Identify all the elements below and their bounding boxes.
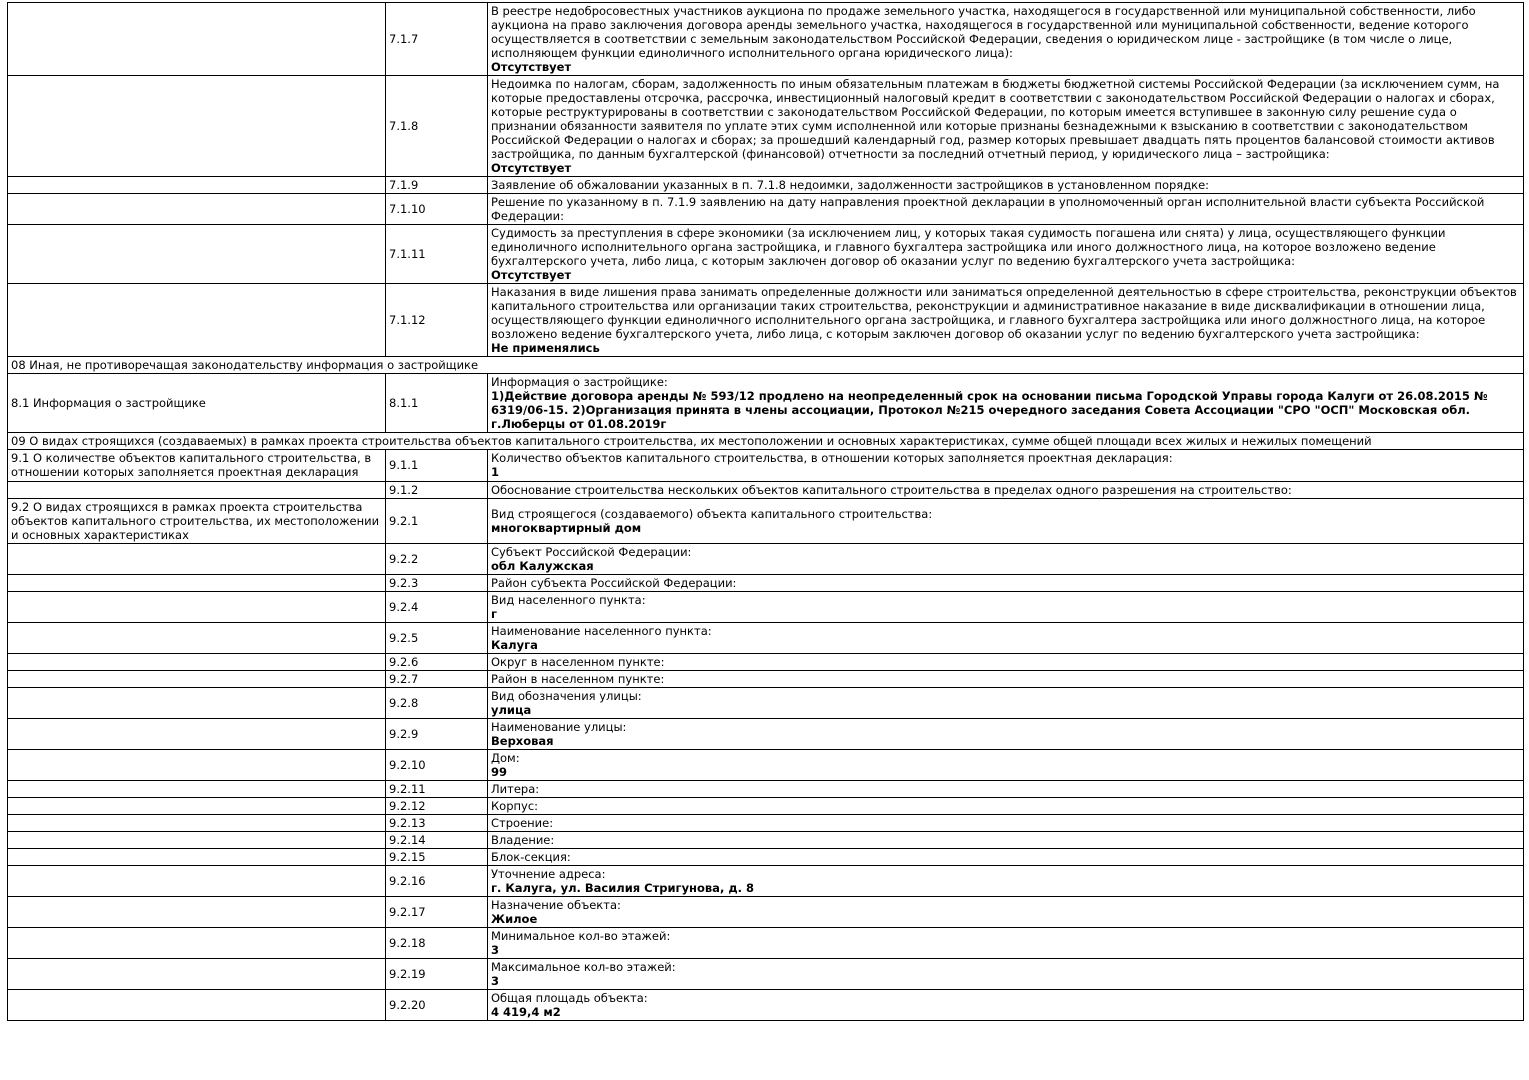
item-value: Калуга bbox=[491, 637, 538, 652]
item-value: 3 bbox=[491, 942, 500, 957]
table-row bbox=[8, 831, 1524, 848]
table-row bbox=[8, 450, 1524, 481]
item-content-cell bbox=[488, 797, 1524, 814]
item-label: Вид обозначения улицы: bbox=[491, 688, 642, 703]
declaration-table-body bbox=[8, 3, 1524, 1021]
item-value: улица bbox=[491, 702, 532, 717]
item-code-cell: 7.1.10 bbox=[386, 194, 488, 225]
section-label-cell bbox=[8, 543, 386, 574]
table-row bbox=[8, 848, 1524, 865]
section-header-title: 08 Иная, не противоречащая законодательству информация о застройщике bbox=[8, 357, 1524, 374]
table-row bbox=[8, 718, 1524, 749]
item-value: Верховая bbox=[491, 733, 554, 748]
item-label: Максимальное кол-во этажей: bbox=[491, 959, 676, 974]
item-value: Отсутствует bbox=[491, 161, 572, 176]
item-code-cell: 8.1.1 bbox=[386, 374, 488, 433]
item-content-cell bbox=[488, 749, 1524, 780]
item-value: г. Калуга, ул. Василия Стригунова, д. 8 bbox=[491, 880, 754, 895]
section-label-cell bbox=[8, 848, 386, 865]
section-label-cell bbox=[8, 76, 386, 177]
item-content-cell bbox=[488, 481, 1524, 498]
item-label: Строение: bbox=[491, 815, 554, 830]
item-value: 1 bbox=[491, 465, 500, 480]
item-code-cell: 9.2.19 bbox=[386, 958, 488, 989]
section-header-row bbox=[8, 433, 1524, 450]
item-label: Информация о застройщике: bbox=[491, 375, 668, 390]
section-label-cell bbox=[8, 814, 386, 831]
item-code-cell: 7.1.8 bbox=[386, 76, 488, 177]
table-row bbox=[8, 543, 1524, 574]
item-content-cell bbox=[488, 225, 1524, 284]
item-code-cell: 7.1.11 bbox=[386, 225, 488, 284]
section-label-cell bbox=[8, 831, 386, 848]
item-code-cell: 9.2.3 bbox=[386, 574, 488, 591]
item-content-cell bbox=[488, 543, 1524, 574]
item-label: Район субъекта Российской Федерации: bbox=[491, 575, 737, 590]
table-row bbox=[8, 865, 1524, 896]
section-label-cell bbox=[8, 622, 386, 653]
item-label: Округ в населенном пункте: bbox=[491, 654, 665, 669]
item-content-cell bbox=[488, 865, 1524, 896]
item-label: Решение по указанному в п. 7.1.9 заявлению на дату направления проектной декларации в уполномоченный орган исполнительной власти субъекта Российской Федерации: bbox=[491, 195, 1485, 224]
item-code-cell: 7.1.12 bbox=[386, 284, 488, 357]
item-value: 3 bbox=[491, 973, 500, 988]
item-content-cell bbox=[488, 958, 1524, 989]
item-value: Жилое bbox=[491, 911, 538, 926]
item-code-cell: 9.2.9 bbox=[386, 718, 488, 749]
item-label: Назначение объекта: bbox=[491, 897, 621, 912]
item-label: Вид строящегося (создаваемого) объекта капитального строительства: bbox=[491, 506, 933, 521]
item-content-cell bbox=[488, 990, 1524, 1021]
section-label-cell bbox=[8, 177, 386, 194]
section-label-cell bbox=[8, 865, 386, 896]
item-code-cell: 9.2.18 bbox=[386, 927, 488, 958]
table-row bbox=[8, 687, 1524, 718]
item-content-cell bbox=[488, 718, 1524, 749]
table-row bbox=[8, 814, 1524, 831]
section-label-cell: 9.2 О видах строящихся в рамках проекта строительства объектов капитального строительства, их местоположении и основных характеристиках bbox=[8, 498, 386, 543]
section-label-cell bbox=[8, 284, 386, 357]
item-value: Отсутствует bbox=[491, 60, 572, 75]
table-row bbox=[8, 653, 1524, 670]
item-code-cell: 9.2.14 bbox=[386, 831, 488, 848]
item-label: Субъект Российской Федерации: bbox=[491, 544, 692, 559]
item-code-cell: 9.2.7 bbox=[386, 670, 488, 687]
page bbox=[0, 2, 1529, 1080]
item-label: Уточнение адреса: bbox=[491, 866, 606, 881]
declaration-table bbox=[7, 2, 1524, 1021]
item-code-cell: 9.2.20 bbox=[386, 990, 488, 1021]
item-content-cell bbox=[488, 374, 1524, 433]
item-value: 4 419,4 м2 bbox=[491, 1005, 561, 1020]
item-content-cell bbox=[488, 498, 1524, 543]
section-label-cell bbox=[8, 990, 386, 1021]
section-label-cell bbox=[8, 927, 386, 958]
item-code-cell: 9.2.16 bbox=[386, 865, 488, 896]
table-row bbox=[8, 749, 1524, 780]
section-label-cell bbox=[8, 653, 386, 670]
item-content-cell bbox=[488, 574, 1524, 591]
item-content-cell bbox=[488, 76, 1524, 177]
section-label-cell bbox=[8, 225, 386, 284]
item-code-cell: 9.2.11 bbox=[386, 780, 488, 797]
section-label-cell bbox=[8, 670, 386, 687]
section-label-cell bbox=[8, 3, 386, 76]
item-code-cell: 9.2.4 bbox=[386, 591, 488, 622]
table-row bbox=[8, 958, 1524, 989]
item-code-cell: 9.2.6 bbox=[386, 653, 488, 670]
table-row bbox=[8, 574, 1524, 591]
section-label-cell bbox=[8, 896, 386, 927]
table-row bbox=[8, 177, 1524, 194]
section-label-cell bbox=[8, 481, 386, 498]
item-label: Владение: bbox=[491, 832, 555, 847]
item-content-cell bbox=[488, 284, 1524, 357]
item-code-cell: 9.2.1 bbox=[386, 498, 488, 543]
item-content-cell bbox=[488, 177, 1524, 194]
item-content-cell bbox=[488, 670, 1524, 687]
item-value: обл Калужская bbox=[491, 558, 594, 573]
item-label: Заявление об обжаловании указанных в п. 7.1.8 недоимки, задолженности застройщиков в установленном порядке: bbox=[491, 178, 1210, 193]
item-code-cell: 9.2.5 bbox=[386, 622, 488, 653]
item-content-cell bbox=[488, 927, 1524, 958]
item-label: Недоимка по налогам, сборам, задолженность по иным обязательным платежам в бюджеты бюджетной системы Российской Федерации (за исключением сумм, на которые предоставлены отсрочка, рассрочка, инвестиционный налоговый кредит в соответствии с законодательством Российской Федерации о налогах и сборах, которые реструктурированы в соответствии с законодательством Российской Федерации, по которым имеется вступившее в законную силу решение суда о признании обязанности заявителя по уплате этих сумм исполненной или которые признаны безнадежными к взысканию в соответствии с законодательством Российской Федерации о налогах и сборах; за прошедший календарный год, размер которых превышает двадцать пять процентов балансовой стоимости активов застройщика, по данным бухгалтерской (финансовой) отчетности за последний отчетный период, у юридического лица – застройщика: bbox=[491, 77, 1500, 162]
item-value: Отсутствует bbox=[491, 268, 572, 283]
table-row bbox=[8, 194, 1524, 225]
section-label-cell bbox=[8, 591, 386, 622]
item-code-cell: 9.2.13 bbox=[386, 814, 488, 831]
table-row bbox=[8, 797, 1524, 814]
table-row bbox=[8, 622, 1524, 653]
item-code-cell: 9.2.17 bbox=[386, 896, 488, 927]
section-label-cell bbox=[8, 574, 386, 591]
table-row bbox=[8, 3, 1524, 76]
section-label-cell bbox=[8, 194, 386, 225]
item-label: Минимальное кол-во этажей: bbox=[491, 928, 671, 943]
item-content-cell bbox=[488, 591, 1524, 622]
item-label: Судимость за преступления в сфере экономики (за исключением лиц, у которых такая судимость погашена или снята) у лица, осуществляющего функции единоличного исполнительного органа застройщика, и главного бухгалтера застройщика или иного должностного лица, на которое возложено ведение бухгалтерского учета, либо лица, с которым заключен договор об оказании услуг по ведению бухгалтерского учета застройщика: bbox=[491, 226, 1446, 269]
section-label-cell bbox=[8, 797, 386, 814]
item-code-cell: 9.1.1 bbox=[386, 450, 488, 481]
item-code-cell: 9.2.15 bbox=[386, 848, 488, 865]
item-value: 1)Действие договора аренды № 593/12 продлено на неопределенный срок на основании письма Городской Управы города Калуги от 26.08.2015 № 6319/06-15. 2)Организация принята в члены ассоциации, Протокол №215 очередного заседания Совета Ассоциации "СРО "ОСП" Московская обл. г.Люберцы от 01.08.2019г bbox=[491, 389, 1488, 432]
item-content-cell bbox=[488, 780, 1524, 797]
item-value: Не применялись bbox=[491, 341, 600, 356]
item-content-cell bbox=[488, 622, 1524, 653]
item-content-cell bbox=[488, 814, 1524, 831]
section-label-cell bbox=[8, 958, 386, 989]
item-code-cell: 9.1.2 bbox=[386, 481, 488, 498]
item-label: Блок-секция: bbox=[491, 849, 571, 864]
item-code-cell: 9.2.8 bbox=[386, 687, 488, 718]
item-label: Количество объектов капитального строительства, в отношении которых заполняется проектная декларация: bbox=[491, 451, 1173, 466]
item-label: Дом: bbox=[491, 750, 520, 765]
section-label-cell bbox=[8, 718, 386, 749]
item-label: Наименование улицы: bbox=[491, 719, 627, 734]
item-content-cell bbox=[488, 3, 1524, 76]
item-label: Общая площадь объекта: bbox=[491, 991, 648, 1005]
item-content-cell bbox=[488, 831, 1524, 848]
item-label: Корпус: bbox=[491, 798, 539, 813]
section-label-cell: 9.1 О количестве объектов капитального строительства, в отношении которых заполняется проектная декларация bbox=[8, 450, 386, 481]
item-code-cell: 9.2.12 bbox=[386, 797, 488, 814]
table-row bbox=[8, 498, 1524, 543]
table-row bbox=[8, 374, 1524, 433]
item-value: г bbox=[491, 606, 498, 621]
table-row bbox=[8, 927, 1524, 958]
table-row bbox=[8, 591, 1524, 622]
item-label: Обоснование строительства нескольких объектов капитального строительства в пределах одного разрешения на строительство: bbox=[491, 482, 1292, 497]
item-label: Район в населенном пункте: bbox=[491, 671, 665, 686]
section-header-title: 09 О видах строящихся (создаваемых) в рамках проекта строительства объектов капитального строительства, их местоположении и основных характеристиках, сумме общей площади всех жилых и нежилых помещений bbox=[8, 433, 1524, 450]
table-row bbox=[8, 225, 1524, 284]
section-label-cell bbox=[8, 780, 386, 797]
item-code-cell: 9.2.2 bbox=[386, 543, 488, 574]
item-content-cell bbox=[488, 896, 1524, 927]
table-row bbox=[8, 76, 1524, 177]
item-content-cell bbox=[488, 653, 1524, 670]
item-code-cell: 7.1.7 bbox=[386, 3, 488, 76]
table-row bbox=[8, 990, 1524, 1021]
section-label-cell: 8.1 Информация о застройщике bbox=[8, 374, 386, 433]
item-content-cell bbox=[488, 450, 1524, 481]
item-label: Наказания в виде лишения права занимать определенные должности или заниматься определенной деятельностью в сфере строительства, реконструкции объектов капитального строительства или организации таких строительства, реконструкции и административное наказание в виде дисквалификации в отношении лица, осуществляющего функции единоличного исполнительного органа застройщика, и главного бухгалтера застройщика или иного должностного лица, на которое возложено ведение бухгалтерского учета, либо лица, с которым заключен договор об оказании услуг по ведению бухгалтерского учета застройщика: bbox=[491, 285, 1517, 342]
table-row bbox=[8, 780, 1524, 797]
item-label: Наименование населенного пункта: bbox=[491, 623, 712, 638]
item-value: многоквартирный дом bbox=[491, 520, 642, 535]
table-row bbox=[8, 896, 1524, 927]
item-code-cell: 7.1.9 bbox=[386, 177, 488, 194]
table-row bbox=[8, 481, 1524, 498]
item-label: В реестре недобросовестных участников аукциона по продаже земельного участка, находящегося в государственной или муниципальной собственности, либо аукциона на право заключения договора аренды земельного участка, находящегося в государственной или муниципальной собственности, ведение которого осуществляется в соответствии с земельным законодательством Российской Федерации, сведения о юридическом лице - застройщике (в том числе о лице, исполняющем функции единоличного исполнительного органа юридического лица): bbox=[491, 4, 1476, 61]
table-row bbox=[8, 670, 1524, 687]
item-value: 99 bbox=[491, 764, 508, 779]
item-content-cell bbox=[488, 194, 1524, 225]
section-label-cell bbox=[8, 749, 386, 780]
item-label: Вид населенного пункта: bbox=[491, 592, 646, 607]
table-row bbox=[8, 284, 1524, 357]
section-label-cell bbox=[8, 687, 386, 718]
section-header-row bbox=[8, 357, 1524, 374]
item-content-cell bbox=[488, 687, 1524, 718]
item-code-cell: 9.2.10 bbox=[386, 749, 488, 780]
item-content-cell bbox=[488, 848, 1524, 865]
item-label: Литера: bbox=[491, 781, 540, 796]
